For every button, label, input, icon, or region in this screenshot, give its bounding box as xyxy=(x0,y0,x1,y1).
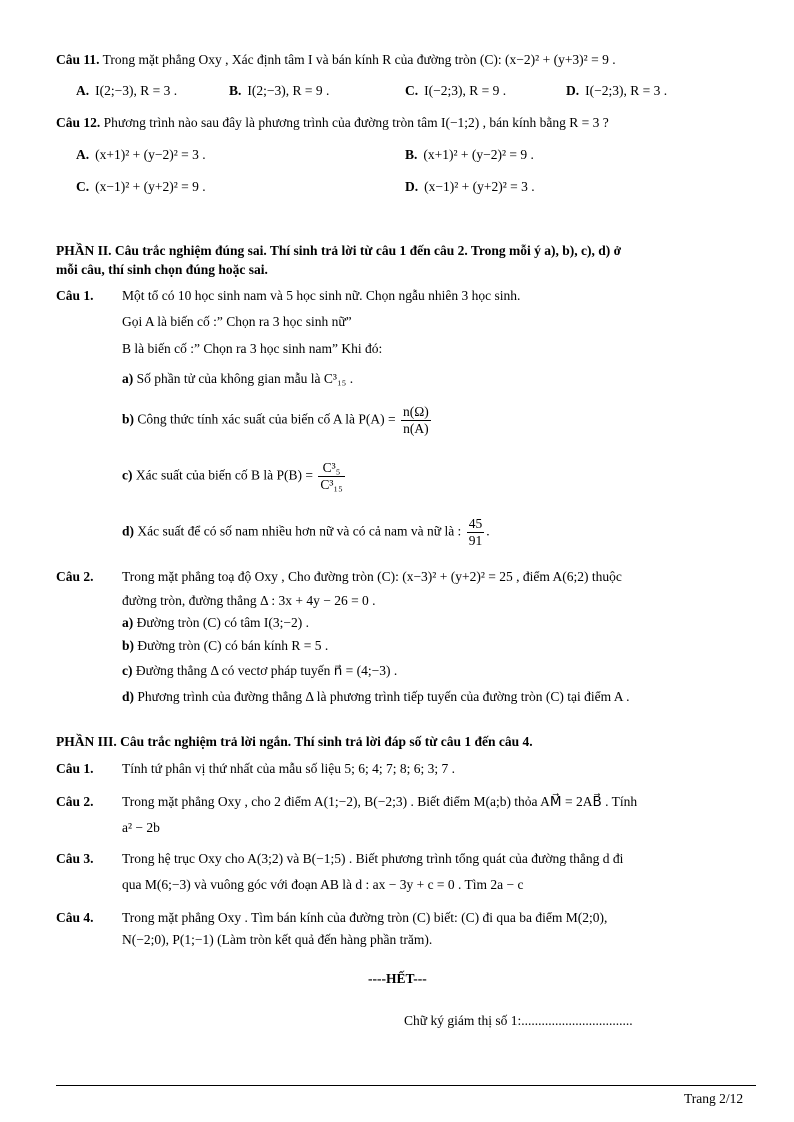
p2-c1-label-text: Câu 1. xyxy=(56,288,94,303)
p3-c4-label-text: Câu 4. xyxy=(56,910,94,925)
p3-c3-label xyxy=(56,850,94,868)
p2-c1-c-denominator: C³₁₅ xyxy=(320,477,343,492)
q11-option-b-label: B. xyxy=(229,83,242,98)
p3-c2-label-text: Câu 2. xyxy=(56,794,94,809)
p2-c1-a-text: Số phần tử của không gian mẫu là C³₁₅ . xyxy=(136,371,354,386)
part3-heading-text: PHẦN III. Câu trắc nghiệm trả lời ngắn. Thí sinh trả lời đáp số từ câu 1 đến câu 4. xyxy=(56,734,533,749)
q12-option-d-text: (x−1)² + (y+2)² = 3 . xyxy=(424,179,535,194)
q12-label: Câu 12. xyxy=(56,115,101,130)
part2-heading-line2 xyxy=(56,261,268,279)
q12-option-a-text: (x+1)² + (y−2)² = 3 . xyxy=(95,147,206,162)
p2-c2-d xyxy=(122,688,629,706)
q11-option-d-label: D. xyxy=(566,83,580,98)
p3-c4-line1: Trong mặt phẳng Oxy . Tìm bán kính của đường tròn (C) biết: (C) đi qua ba điểm M(2;0), xyxy=(122,910,608,925)
part2-heading-line1 xyxy=(56,242,621,260)
p3-c3-line2: qua M(6;−3) và vuông góc với đoạn AB là d : ax − 3y + c = 0 . Tìm 2a − c xyxy=(122,877,524,892)
q11-option-a-label: A. xyxy=(76,83,90,98)
q12-option-c-label: C. xyxy=(76,179,90,194)
p2-c1-b-text: Công thức tính xác suất của biến cố A là P(A) = xyxy=(137,411,396,427)
p2-c1-b xyxy=(122,404,433,437)
p2-c2-a-label: a) xyxy=(122,615,134,630)
p2-c2-b-text: Đường tròn (C) có bán kính R = 5 . xyxy=(137,638,329,653)
part2-heading-text-1: PHẦN II. Câu trắc nghiệm đúng sai. Thí sinh trả lời từ câu 1 đến câu 2. Trong mỗi ý a), b), c), d) ở xyxy=(56,243,622,258)
q12-option-b-text: (x+1)² + (y−2)² = 9 . xyxy=(423,147,534,162)
footer-divider xyxy=(56,1085,756,1086)
part3-heading xyxy=(56,733,533,751)
q12-option-d-label: D. xyxy=(405,179,419,194)
p2-c2-c xyxy=(122,662,397,680)
part2-heading-text-2: mỗi câu, thí sinh chọn đúng hoặc sai. xyxy=(56,262,268,277)
p2-c1-b-denominator: n(A) xyxy=(403,421,429,436)
invigilator-signature: Chữ ký giám thị số 1:................................. xyxy=(404,1013,633,1028)
p2-c1-c-fraction xyxy=(318,460,344,493)
p2-c2-c-label: c) xyxy=(122,663,133,678)
p2-c2-b-label: b) xyxy=(122,638,135,653)
p2-c2-label-text: Câu 2. xyxy=(56,569,94,584)
p3-c3-label-text: Câu 3. xyxy=(56,851,94,866)
p3-c1-line1: Tính tứ phân vị thứ nhất của mẫu số liệu 5; 6; 4; 7; 8; 6; 3; 7 . xyxy=(122,761,455,776)
p2-c2-line1: Trong mặt phẳng toạ độ Oxy , Cho đường tròn (C): (x−3)² + (y+2)² = 25 , điểm A(6;2) thuộc xyxy=(122,569,622,584)
q12-option-a xyxy=(76,146,206,164)
p2-c2-label xyxy=(56,568,94,586)
q12-option-d xyxy=(405,178,535,196)
p2-c1-d-text: Xác suất để có số nam nhiều hơn nữ và có cả nam và nữ là : xyxy=(137,523,462,539)
p2-c1-a-label: a) xyxy=(122,371,134,386)
q11-option-b-text: I(2;−3), R = 9 . xyxy=(247,83,330,98)
p2-c1-c-text: Xác suất của biến cố B là P(B) = xyxy=(135,467,313,483)
p3-c3-line1: Trong hệ trục Oxy cho A(3;2) và B(−1;5) . Biết phương trình tổng quát của đường thẳng d đi xyxy=(122,851,624,866)
q11-option-c xyxy=(405,82,506,100)
q11-option-a-text: I(2;−3), R = 3 . xyxy=(95,83,178,98)
p2-c1-a xyxy=(122,370,353,388)
p2-c1-line3: B là biến cố :” Chọn ra 3 học sinh nam” Khi đó: xyxy=(122,341,383,356)
q12-stem xyxy=(56,114,609,132)
p2-c1-b-numerator: n(Ω) xyxy=(403,404,429,419)
q11-option-c-label: C. xyxy=(405,83,419,98)
p2-c1-d-label: d) xyxy=(122,523,135,539)
p2-c1-c-label: c) xyxy=(122,467,133,483)
p2-c1-line1: Một tổ có 10 học sinh nam và 5 học sinh nữ. Chọn ngẫu nhiên 3 học sinh. xyxy=(122,288,521,303)
p2-c2-line2: đường tròn, đường thẳng Δ : 3x + 4y − 26 = 0 . xyxy=(122,593,376,608)
p2-c1-b-label: b) xyxy=(122,411,135,427)
page-number: Trang 2/12 xyxy=(684,1091,744,1106)
end-mark-text: ----HẾT--- xyxy=(368,971,427,986)
p3-c4-line2: N(−2;0), P(1;−1) (Làm tròn kết quả đến hàng phần trăm). xyxy=(122,932,433,947)
q11-option-d xyxy=(566,82,667,100)
p2-c1-d-denominator: 91 xyxy=(468,533,483,548)
q12-option-c xyxy=(76,178,206,196)
p2-c1-b-fraction xyxy=(401,404,431,437)
q12-text: Phương trình nào sau đây là phương trình của đường tròn tâm I(−1;2) , bán kính bằng R = 3 ? xyxy=(103,115,609,130)
p2-c1-label xyxy=(56,287,94,305)
p2-c1-c xyxy=(122,460,347,493)
p2-c2-c-text: Đường thẳng Δ có vectơ pháp tuyến n⃗ = (4;−3) . xyxy=(135,663,398,678)
p3-c2-line1: Trong mặt phẳng Oxy , cho 2 điểm A(1;−2), B(−2;3) . Biết điểm M(a;b) thỏa AM⃗ = 2AB⃗ . Tính xyxy=(122,794,638,809)
p3-c2-label xyxy=(56,793,94,811)
q11-option-c-text: I(−2;3), R = 9 . xyxy=(424,83,507,98)
q11-option-d-text: I(−2;3), R = 3 . xyxy=(585,83,668,98)
p2-c2-a-text: Đường tròn (C) có tâm I(3;−2) . xyxy=(136,615,310,630)
p2-c2-b xyxy=(122,637,328,655)
q11-stem xyxy=(56,51,616,69)
p3-c4-label xyxy=(56,909,94,927)
p2-c2-d-text: Phương trình của đường thẳng Δ là phương trình tiếp tuyến của đường tròn (C) tại điểm A . xyxy=(137,689,630,704)
q11-label: Câu 11. xyxy=(56,52,100,67)
p2-c2-d-label: d) xyxy=(122,689,135,704)
p2-c1-d-fraction xyxy=(467,516,485,549)
q12-option-c-text: (x−1)² + (y+2)² = 9 . xyxy=(95,179,206,194)
p2-c1-d: d) Xác suất để có số nam nhiều hơn nữ và có cả nam và nữ là : $\frac{45}{91}$ . xyxy=(122,516,490,548)
p3-c1-label-text: Câu 1. xyxy=(56,761,94,776)
end-mark xyxy=(368,970,427,988)
p2-c1-d-numerator: 45 xyxy=(468,516,483,531)
q12-option-a-label: A. xyxy=(76,147,90,162)
p2-c2-a xyxy=(122,614,309,632)
p3-c1-label xyxy=(56,760,94,778)
p2-c1-c-numerator: C³₅ xyxy=(318,460,344,477)
q11-option-b xyxy=(229,82,329,100)
p3-c2-line2: a² − 2b xyxy=(122,820,160,835)
q12-option-b-label: B. xyxy=(405,147,418,162)
q11-text: Trong mặt phẳng Oxy , Xác định tâm I và bán kính R của đường tròn (C): (x−2)² + (y+3)² = 9 . xyxy=(102,52,616,67)
q12-option-b xyxy=(405,146,534,164)
q11-option-a xyxy=(76,82,177,100)
p2-c1-line2: Gọi A là biến cố :” Chọn ra 3 học sinh nữ” xyxy=(122,314,352,329)
